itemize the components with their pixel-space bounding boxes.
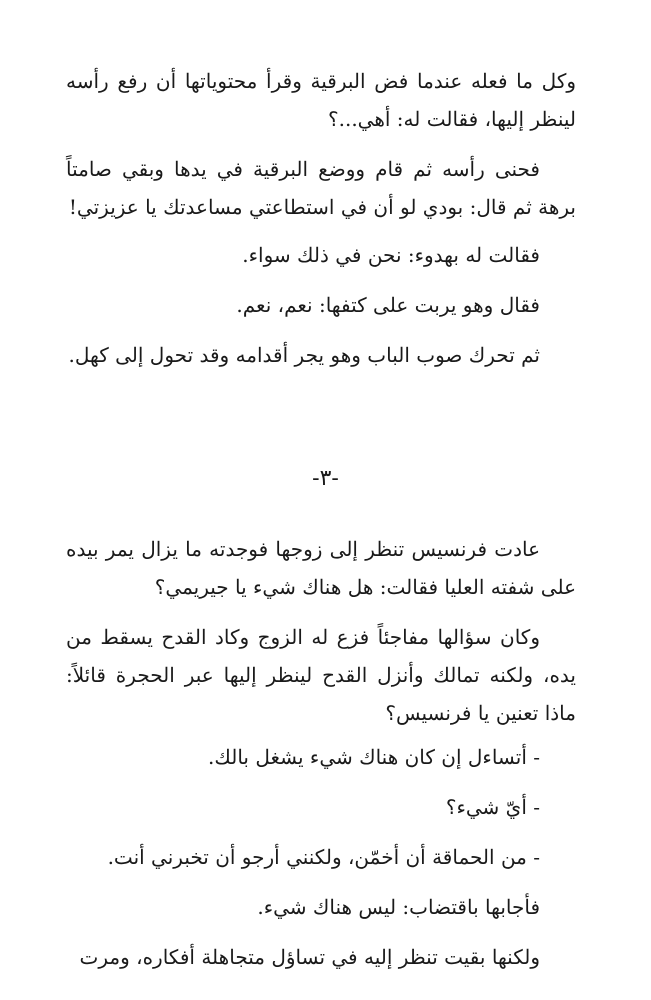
dialogue-line-1: - أتساءل إن كان هناك شيء يشغل بالك. — [208, 745, 540, 769]
dialogue-line-2: - أيّ شيء؟ — [445, 795, 540, 819]
paragraph-2: فحنى رأسه ثم قام ووضع البرقية في يدها وبقي صامتاً برهة ثم قال: بودي لو أن في استطاعتي مساعدتك يا عزيزتي! — [66, 157, 576, 219]
paragraph-4: فقال وهو يربت على كتفها: نعم، نعم. — [236, 293, 540, 317]
paragraph-7: وكان سؤالها مفاجئاً فزع له الزوج وكاد القدح يسقط من يده، ولكنه تمالك وأنزل القدح لينظر إليها عبر الحجرة قائلاً: ماذا تعنين يا فرنسيس؟ — [66, 625, 576, 725]
paragraph-9: ولكنها بقيت تنظر إليه في تساؤل متجاهلة أفكاره، ومرت — [79, 945, 540, 969]
paragraph-8: فأجابها باقتضاب: ليس هناك شيء. — [257, 895, 540, 919]
paragraph-5: ثم تحرك صوب الباب وهو يجر أقدامه وقد تحول إلى كهل. — [68, 343, 540, 367]
paragraph-6: عادت فرنسيس تنظر إلى زوجها فوجدته ما يزال يمر بيده على شفته العليا فقالت: هل هناك شيء يا جيريمي؟ — [66, 537, 576, 599]
paragraph-3: فقالت له بهدوء: نحن في ذلك سواء. — [242, 243, 540, 267]
paragraph-1: وكل ما فعله عندما فض البرقية وقرأ محتوياتها أن رفع رأسه لينظر إليها، فقالت له: أهي...؟ — [66, 69, 576, 131]
dialogue-line-3: - من الحماقة أن أخمّن، ولكنني أرجو أن تخبرني أنت. — [107, 845, 540, 869]
section-number: -٣- — [312, 466, 339, 491]
